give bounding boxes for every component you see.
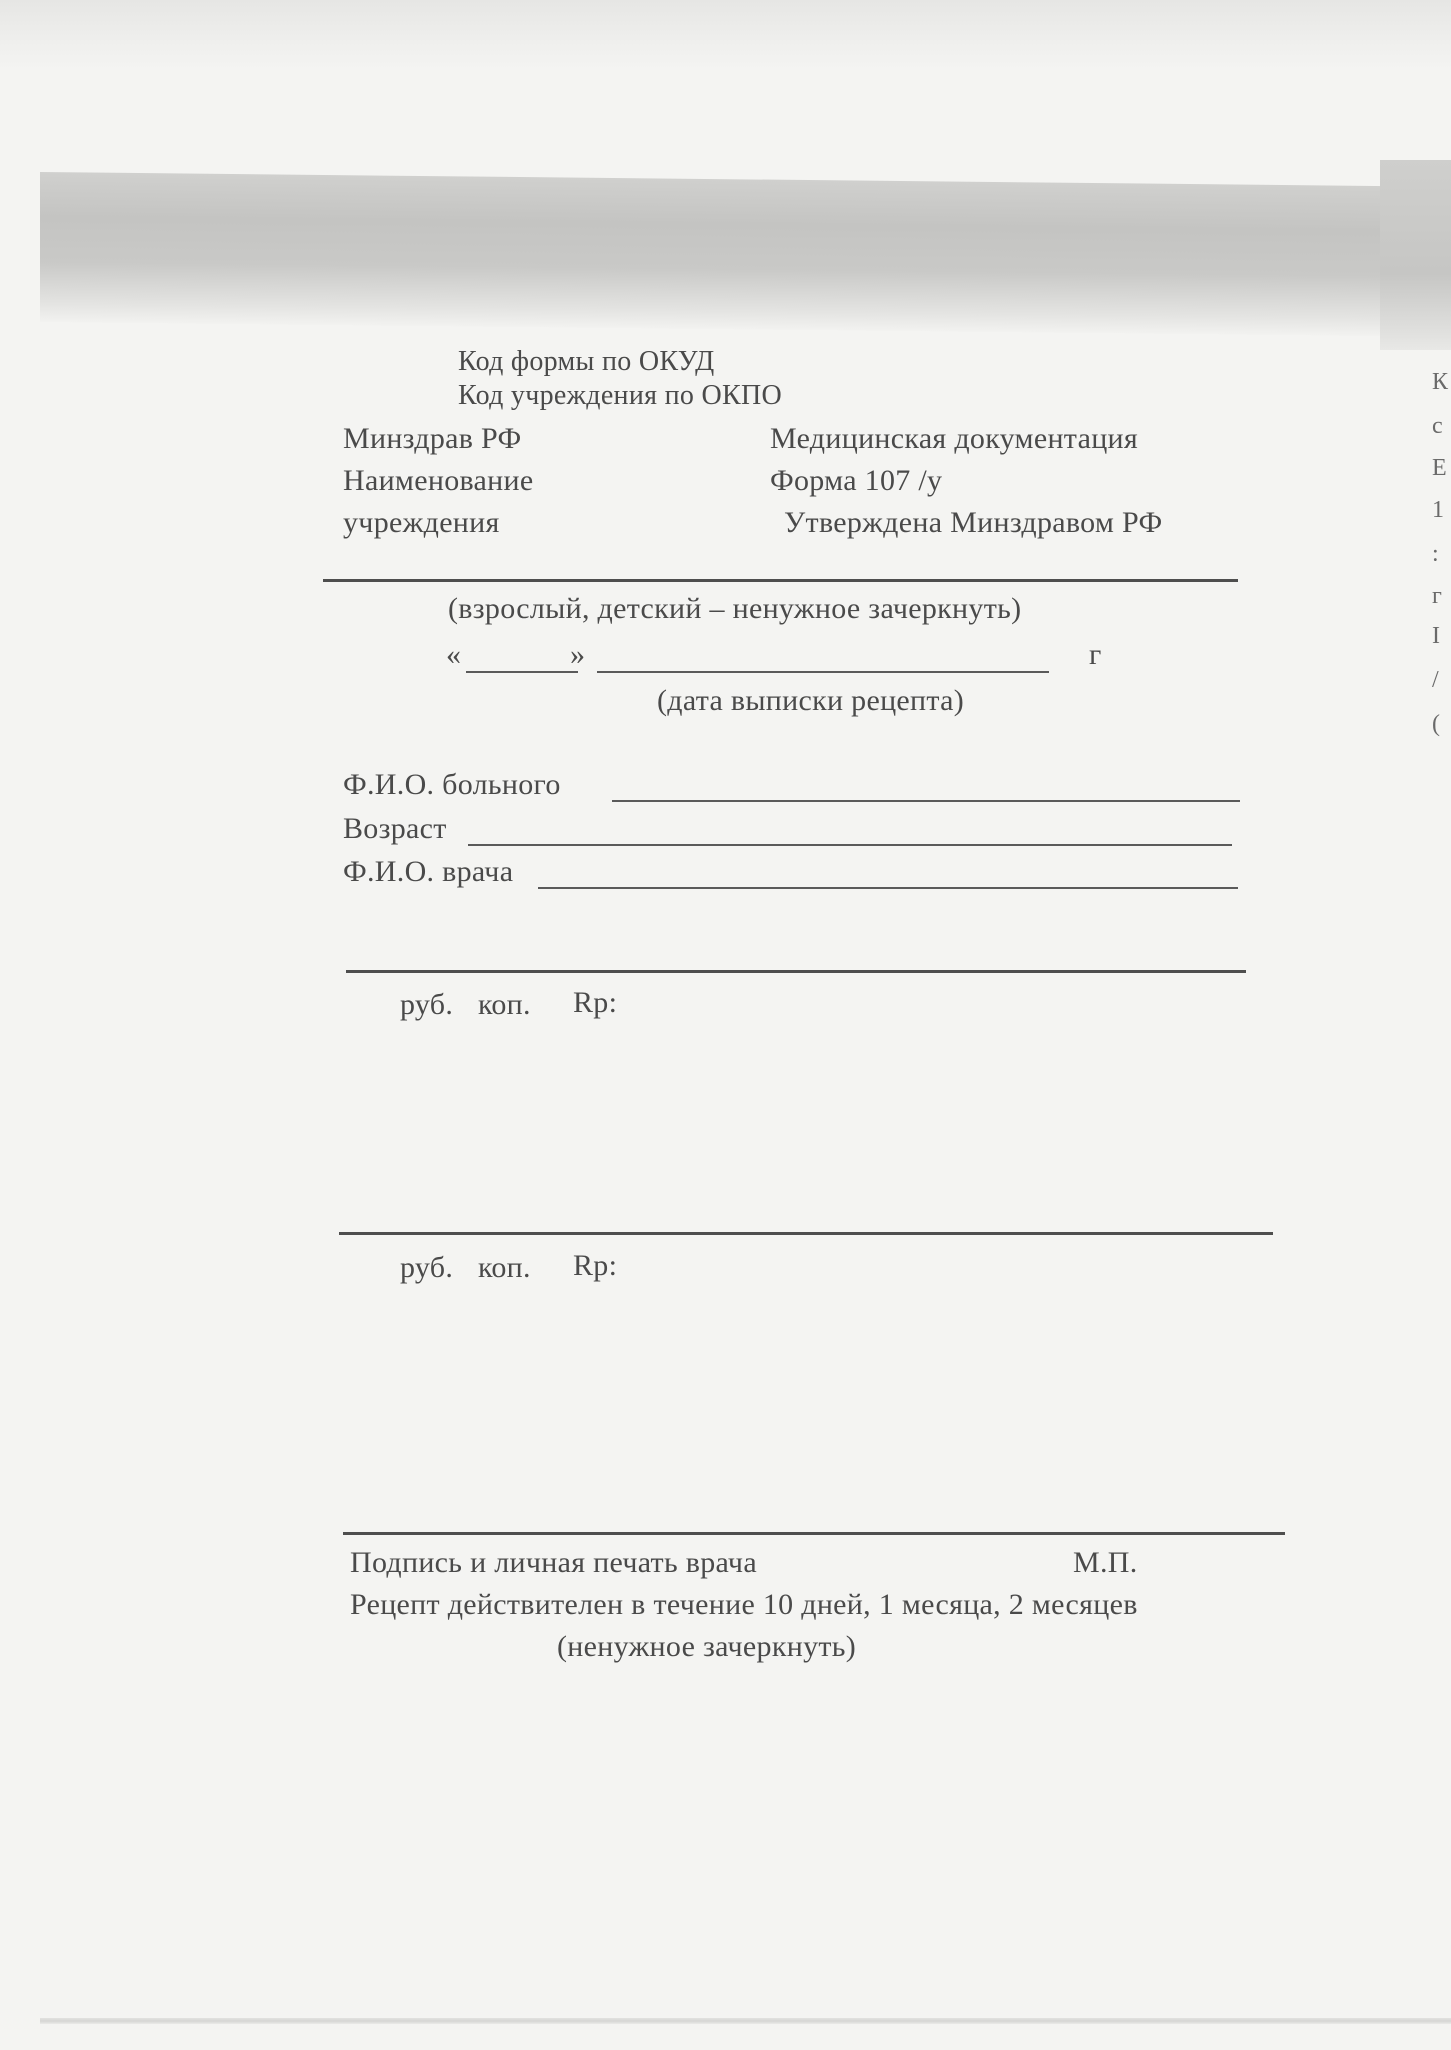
edge-fragment: Е: [1432, 455, 1447, 481]
edge-fragment: :: [1432, 541, 1439, 567]
stamp-label: М.П.: [1073, 1546, 1138, 1579]
edge-fragment: (: [1432, 711, 1440, 737]
header-separator: [323, 579, 1238, 582]
okud-code-label: Код формы по ОКУД: [458, 346, 715, 377]
patient-type-note: (взрослый, детский – ненужное зачеркнуть): [448, 592, 1022, 625]
rx-section-2-separator: [339, 1232, 1273, 1235]
patient-name-label: Ф.И.О. больного: [343, 768, 561, 801]
doctor-name-label: Ф.И.О. врача: [343, 855, 514, 888]
validity-note: (ненужное зачеркнуть): [557, 1630, 857, 1663]
okpo-code-label: Код учреждения по ОКПО: [458, 380, 783, 411]
date-close-quote: »: [570, 638, 586, 671]
ministry-label: Минздрав РФ: [343, 422, 522, 455]
edge-fragment: I: [1432, 623, 1440, 649]
age-label: Возраст: [343, 812, 447, 845]
signature-label: Подпись и личная печать врача: [350, 1546, 757, 1579]
scan-top-haze: [0, 0, 1451, 70]
date-month-field[interactable]: [597, 671, 1049, 673]
scan-shadow-band: [40, 172, 1451, 337]
footer-separator: [343, 1532, 1285, 1535]
institution-name-line2: учреждения: [343, 506, 500, 539]
rx-1-rp-label: Rp:: [573, 986, 618, 1019]
validity-text: Рецепт действителен в течение 10 дней, 1 месяца, 2 месяцев: [350, 1588, 1138, 1621]
institution-name-line1: Наименование: [343, 464, 534, 497]
rx-section-1-separator: [346, 970, 1246, 973]
patient-name-field[interactable]: [612, 800, 1240, 802]
age-field[interactable]: [468, 844, 1232, 846]
doctor-name-field[interactable]: [538, 887, 1238, 889]
rx-2-rp-label: Rp:: [573, 1249, 618, 1282]
rx-2-rub-label: руб.: [400, 1251, 454, 1284]
year-suffix: г: [1089, 638, 1102, 671]
rx-1-rub-label: руб.: [400, 988, 454, 1021]
edge-fragment: К: [1432, 369, 1449, 395]
edge-fragment: г: [1432, 583, 1442, 609]
date-open-quote: «: [446, 638, 462, 671]
edge-fragment: /: [1432, 667, 1439, 693]
approved-by-label: Утверждена Минздравом РФ: [784, 506, 1163, 539]
rx-2-kop-label: коп.: [478, 1251, 531, 1284]
edge-fragment: с: [1432, 413, 1443, 439]
doc-type-label: Медицинская документация: [770, 422, 1139, 455]
scan-bottom-edge: [40, 2018, 1451, 2024]
date-day-field[interactable]: [466, 671, 578, 673]
form-number: Форма 107 /у: [770, 464, 943, 497]
date-caption: (дата выписки рецепта): [657, 684, 965, 717]
scan-shadow-band-right: [1380, 160, 1451, 350]
rx-1-kop-label: коп.: [478, 988, 531, 1021]
edge-fragment: 1: [1432, 497, 1444, 523]
